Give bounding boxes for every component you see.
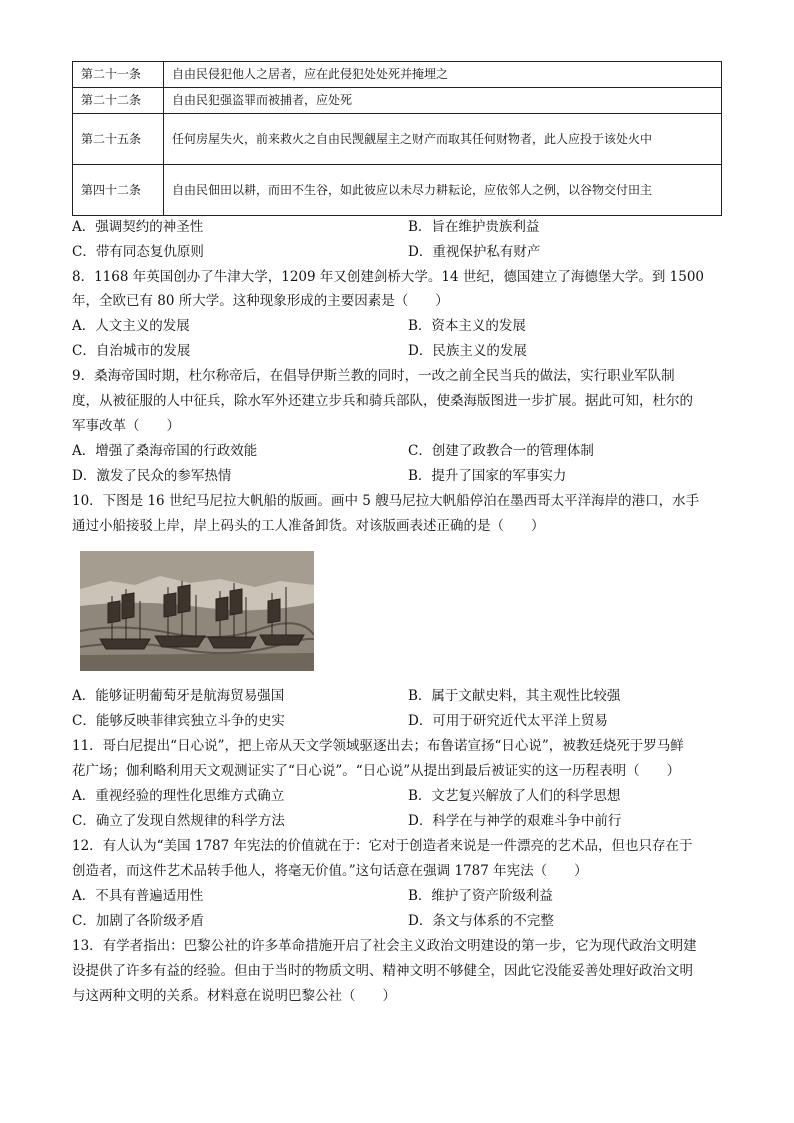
table-row xyxy=(73,88,722,114)
engraving-illustration xyxy=(80,551,314,671)
q13-stem-line: 13．有学者指出：巴黎公社的许多革命措施开启了社会主义政治文明建设的第一步，它为现代政治文明建 xyxy=(72,938,697,954)
q10-option-c: C．能够反映菲律宾独立斗争的史实 xyxy=(72,713,285,729)
article-number: 第二十一条 xyxy=(73,62,164,88)
q12-stem-line: 创造者，而这件艺术品转手他人，将毫无价值。”这句话意在强调 1787 年宪法（ ） xyxy=(72,863,588,879)
article-number: 第二十五条 xyxy=(73,114,164,165)
article-content: 任何房屋失火，前来救火之自由民觊觎屋主之财产而取其任何财物者，此人应投于该处火中 xyxy=(164,114,722,165)
table-row xyxy=(73,62,722,88)
article-number: 第二十二条 xyxy=(73,88,164,114)
q10-option-a: A．能够证明葡萄牙是航海贸易强国 xyxy=(72,688,285,704)
q8-stem-line: 8．1168 年英国创办了牛津大学，1209 年又创建剑桥大学。14 世纪，德国建立了海德堡大学。到 1500 xyxy=(72,269,705,285)
article-content: 自由民犯强盗罪而被捕者，应处死 xyxy=(164,88,722,114)
q10-option-d: D．可用于研究近代太平洋上贸易 xyxy=(408,713,608,729)
q12-option-b: B．维护了资产阶级利益 xyxy=(408,888,553,904)
article-number: 第四十二条 xyxy=(73,165,164,216)
q9-option-b: B．提升了国家的军事实力 xyxy=(408,468,567,484)
q10-stem-line: 通过小船接驳上岸，岸上码头的工人准备卸货。对该版画表述正确的是（ ） xyxy=(72,518,545,534)
q13-stem-line: 设提供了许多有益的经验。但由于当时的物质文明、精神文明不够健全，因此它没能妥善处理好政治文明 xyxy=(72,963,693,979)
q12-option-d: D．条文与体系的不完整 xyxy=(408,913,554,929)
q9-stem-line: 军事改革（ ） xyxy=(72,418,180,434)
q9-option-c: C．创建了政教合一的管理体制 xyxy=(408,443,594,459)
q7-option-a: A．强调契约的神圣性 xyxy=(72,219,204,235)
q8-stem-line: 年，全欧已有 80 所大学。这种现象形成的主要因素是（ ） xyxy=(72,293,449,309)
q11-option-c: C．确立了发现自然规律的科学方法 xyxy=(72,813,285,829)
q8-option-a: A．人文主义的发展 xyxy=(72,318,190,334)
q10-stem-line: 10．下图是 16 世纪马尼拉大帆船的版画。画中 5 艘马尼拉大帆船停泊在墨西哥太平洋海岸的港口，水手 xyxy=(72,493,700,509)
q7-option-c: C．带有同态复仇原则 xyxy=(72,244,204,260)
q8-option-b: B．资本主义的发展 xyxy=(408,318,526,334)
q11-option-b: B．文艺复兴解放了人们的科学思想 xyxy=(408,788,621,804)
article-content: 自由民佃田以耕，而田不生谷，如此彼应以未尽力耕耘论，应依邻人之例，以谷物交付田主 xyxy=(164,165,722,216)
table-row xyxy=(73,114,722,165)
q11-option-a: A．重视经验的理性化思维方式确立 xyxy=(72,788,285,804)
q12-option-a: A．不具有普遍适用性 xyxy=(72,888,204,904)
q8-option-d: D．民族主义的发展 xyxy=(408,343,527,359)
q9-option-a: A．增强了桑海帝国的行政效能 xyxy=(72,443,258,459)
q7-option-b: B．旨在维护贵族利益 xyxy=(408,219,540,235)
article-content: 自由民侵犯他人之居者，应在此侵犯处处死并掩埋之 xyxy=(164,62,722,88)
q12-stem-line: 12．有人认为“美国 1787 年宪法的价值就在于：它对于创造者来说是一件漂亮的艺术品，但也只存在于 xyxy=(72,838,693,854)
q11-stem-line: 11．哥白尼提出“日心说”，把上帝从天文学领域驱逐出去；布鲁诺宣扬“日心说”，被教廷烧死于罗马鲜 xyxy=(72,738,684,754)
q10-option-b: B．属于文献史料，其主观性比较强 xyxy=(408,688,621,704)
q11-stem-line: 花广场；伽利略利用天文观测证实了“日心说”。“日心说”从提出到最后被证实的这一历程表明（ ） xyxy=(72,763,681,779)
manila-galleon-engraving xyxy=(80,551,314,671)
q9-stem-line: 度，从被征服的人中征兵，除水军外还建立步兵和骑兵部队，使桑海版图进一步扩展。据此可知，杜尔的 xyxy=(72,393,693,409)
q11-option-d: D．科学在与神学的艰难斗争中前行 xyxy=(408,813,622,829)
q7-option-d: D．重视保护私有财产 xyxy=(408,244,541,260)
q13-stem-line: 与这两种文明的关系。材料意在说明巴黎公社（ ） xyxy=(72,988,396,1004)
q12-option-c: C．加剧了各阶级矛盾 xyxy=(72,913,204,929)
q9-stem-line: 9．桑海帝国时期，杜尔称帝后，在倡导伊斯兰教的同时，一改之前全民当兵的做法，实行职业军队制 xyxy=(72,368,675,384)
table-row xyxy=(73,165,722,216)
law-table xyxy=(72,61,722,216)
q9-option-d: D．激发了民众的参军热情 xyxy=(72,468,232,484)
q8-option-c: C．自治城市的发展 xyxy=(72,343,191,359)
